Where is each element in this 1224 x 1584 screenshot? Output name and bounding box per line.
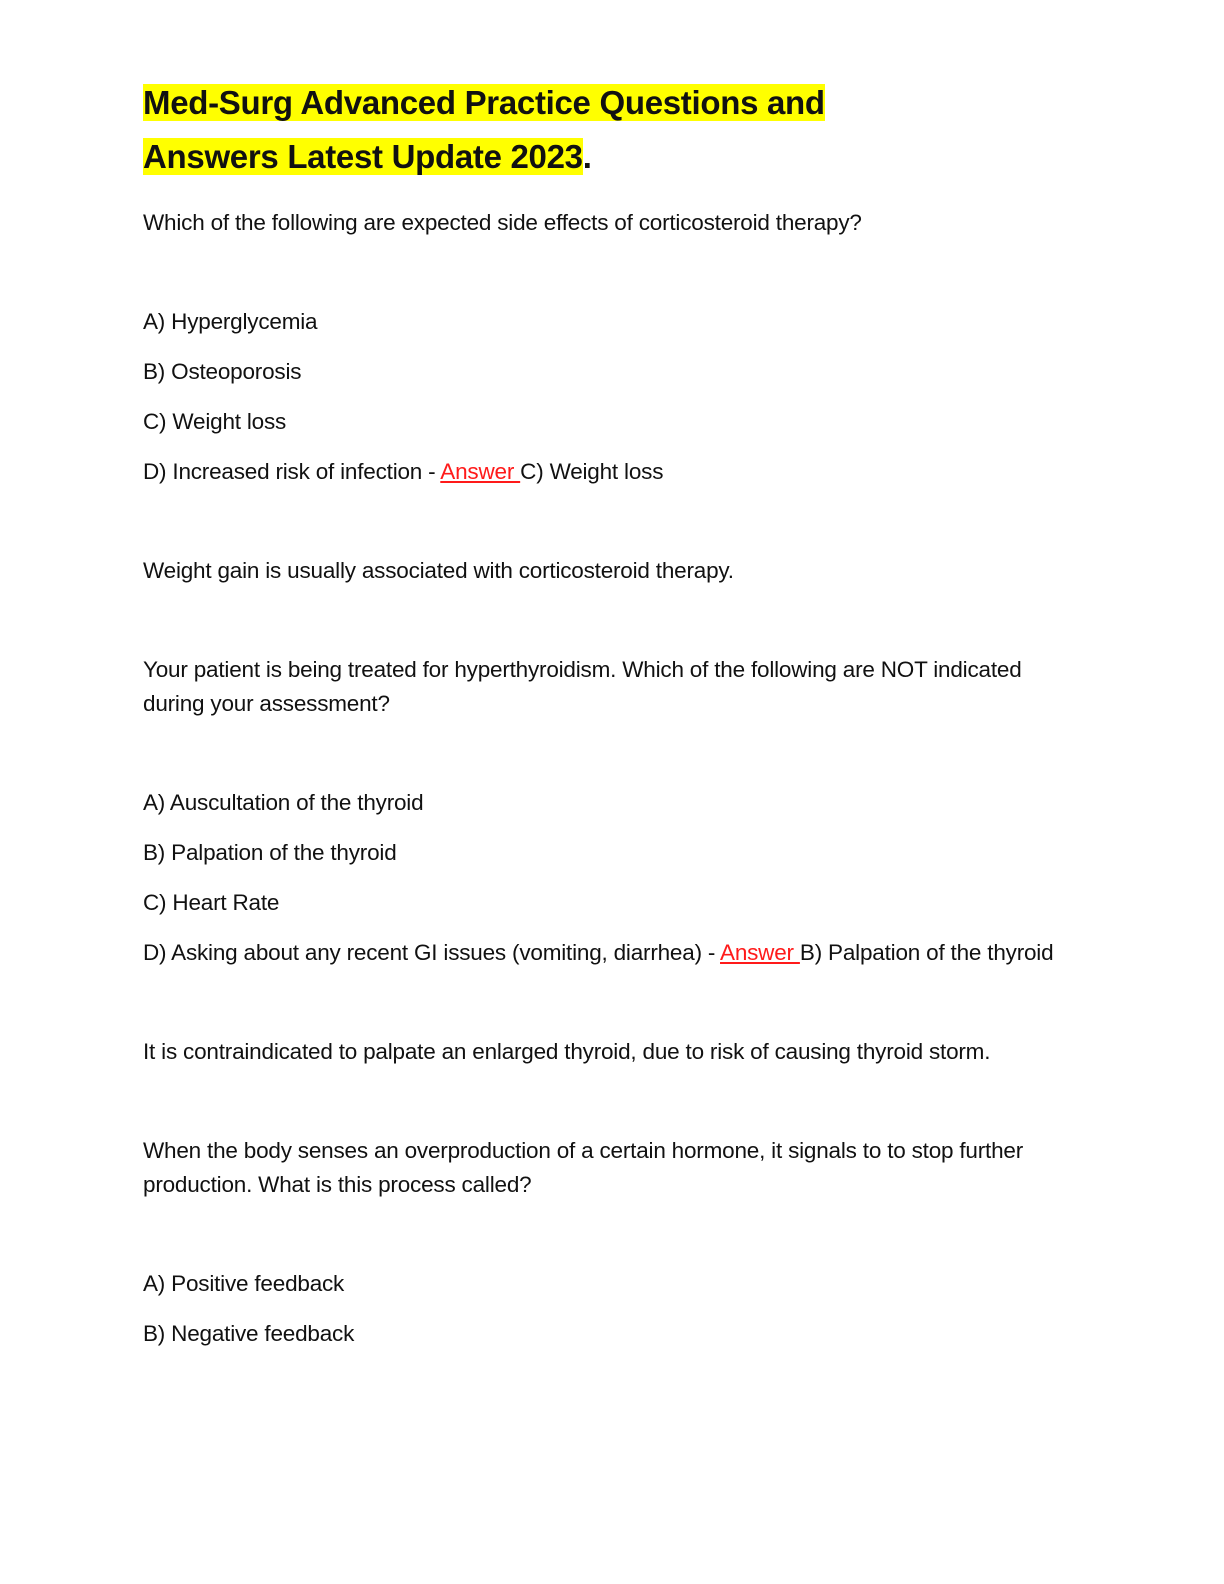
q2-option-a: A) Auscultation of the thyroid (143, 790, 424, 815)
q2-option-d (143, 936, 1083, 970)
q1-option-c: C) Weight loss (143, 409, 287, 434)
q2-rationale: It is contraindicated to palpate an enlarged thyroid, due to risk of causing thyroid storm. (143, 1039, 991, 1064)
q2-option-c: C) Heart Rate (143, 890, 280, 915)
title-line-2: Answers Latest Update 2023 (143, 138, 583, 175)
q1-option-d (143, 455, 1083, 489)
q2-option-d-text: D) Asking about any recent GI issues (vomiting, diarrhea) - (143, 940, 721, 965)
q1-question: Which of the following are expected side effects of corticosteroid therapy? (143, 210, 862, 235)
document-page (143, 76, 1083, 1351)
title-line-1: Med-Surg Advanced Practice Questions and (143, 84, 825, 121)
q1-answer-text: C) Weight loss (520, 459, 664, 484)
q2-answer-text: B) Palpation of the thyroid (799, 940, 1054, 965)
q3-option-b: B) Negative feedback (143, 1321, 355, 1346)
q1-option-a: A) Hyperglycemia (143, 309, 318, 334)
q1-rationale: Weight gain is usually associated with corticosteroid therapy. (143, 558, 734, 583)
q1-answer-label: Answer (440, 459, 521, 484)
q2-question: Your patient is being treated for hyperthyroidism. Which of the following are NOT indicated during your assessment? (143, 657, 1022, 716)
document-title (143, 76, 1083, 184)
q3-question: When the body senses an overproduction of a certain hormone, it signals to to stop further production. What is this process called? (143, 1138, 1024, 1197)
q2-answer-label: Answer (720, 940, 800, 965)
q3-option-a: A) Positive feedback (143, 1271, 345, 1296)
q1-option-d-text: D) Increased risk of infection - (143, 459, 441, 484)
title-period: . (582, 138, 592, 175)
q2-option-b: B) Palpation of the thyroid (143, 840, 397, 865)
q1-option-b: B) Osteoporosis (143, 359, 302, 384)
